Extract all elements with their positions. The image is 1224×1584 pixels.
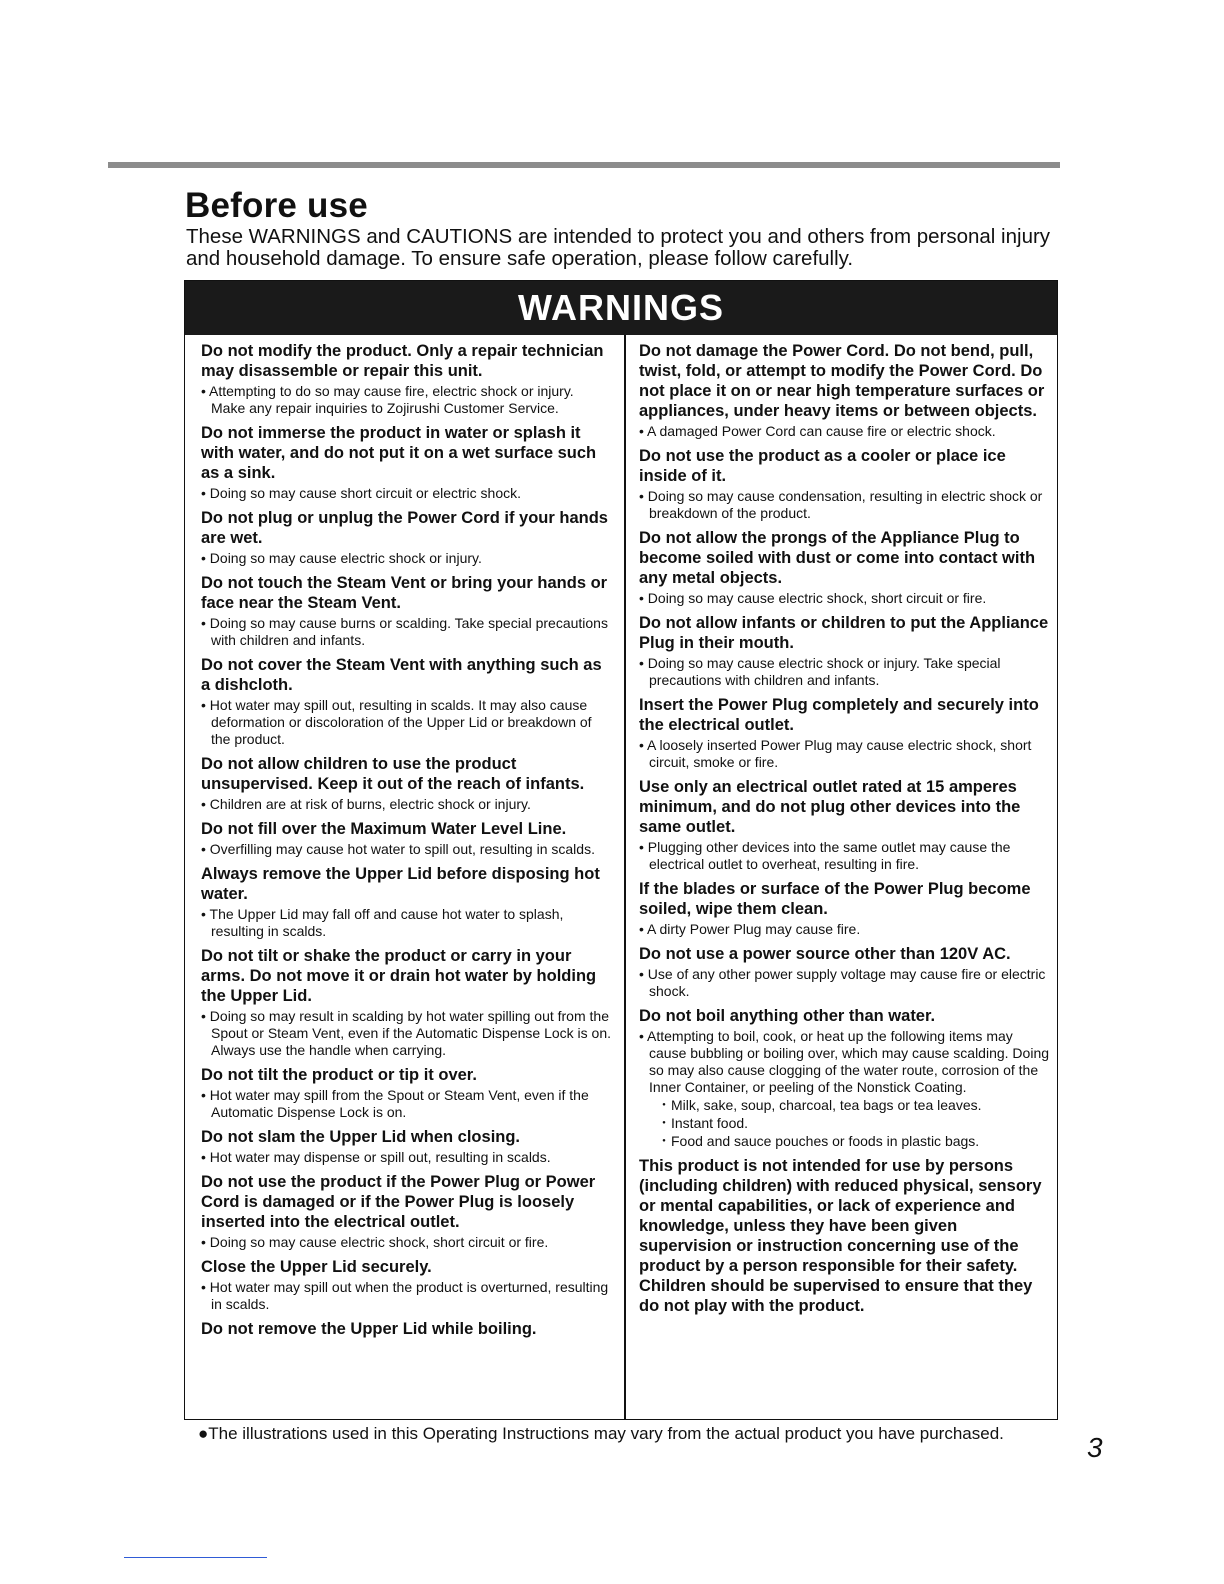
warning-heading: Do not tilt or shake the product or carry in your arms. Do not move it or drain hot water by holding the Upper Lid. [201, 947, 597, 1005]
warning-bullet: • Doing so may cause electric shock or injury. Take special precautions with children and infants. [639, 655, 1001, 688]
warning-bullet: • Use of any other power supply voltage may cause fire or electric shock. [639, 966, 1046, 999]
warning-item [639, 1006, 1049, 1150]
warning-subitem: ・Milk, sake, soup, charcoal, tea bags or tea leaves. [657, 1097, 982, 1113]
warning-heading: Do not fill over the Maximum Water Level Line. [201, 820, 567, 838]
warning-heading: Do not tilt the product or tip it over. [201, 1066, 477, 1084]
warning-item [201, 1257, 611, 1313]
warning-bullet: • Children are at risk of burns, electric shock or injury. [201, 796, 531, 812]
warning-item [201, 946, 611, 1059]
warning-bullet: • Doing so may cause electric shock, short circuit or fire. [201, 1234, 549, 1250]
warning-heading: Do not remove the Upper Lid while boiling. [201, 1320, 537, 1338]
right-column [639, 341, 1049, 1322]
warning-bullet: • Hot water may spill from the Spout or Steam Vent, even if the Automatic Dispense Lock is on. [201, 1087, 589, 1120]
warning-heading: Insert the Power Plug completely and securely into the electrical outlet. [639, 696, 1039, 734]
warning-heading: Do not use a power source other than 120V AC. [639, 945, 1011, 963]
warning-bullet: • Attempting to boil, cook, or heat up the following items may cause bubbling or boiling over, which may cause scalding. Doing so may also cause clogging of the water route, corrosion of the Inner Container, or peeling of the Nonstick Coating. [639, 1028, 1050, 1095]
warning-heading: Do not damage the Power Cord. Do not bend, pull, twist, fold, or attempt to modify the Power Cord. Do not place it on or near high temperature surfaces or appliances, under heavy items or between objects. [639, 342, 1045, 420]
warning-subitem: ・Food and sauce pouches or foods in plastic bags. [657, 1133, 980, 1149]
intro-text: These WARNINGS and CAUTIONS are intended to protect you and others from personal injury and household damage. To ensure safe operation, please follow carefully. [186, 225, 1051, 270]
warning-heading: Do not touch the Steam Vent or bring your hands or face near the Steam Vent. [201, 574, 608, 612]
warning-item [201, 1172, 611, 1251]
bottom-line [124, 1557, 267, 1558]
warnings-header: WARNINGS [185, 281, 1057, 335]
column-divider [624, 335, 626, 1419]
warning-item [639, 695, 1049, 771]
warning-item [639, 879, 1049, 938]
warning-item [201, 508, 611, 567]
footnote: ●The illustrations used in this Operating Instructions may vary from the actual product you have purchased. [198, 1424, 1004, 1443]
warning-heading: If the blades or surface of the Power Plug become soiled, wipe them clean. [639, 880, 1031, 918]
warning-heading: Do not immerse the product in water or splash it with water, and do not put it on a wet surface such as a sink. [201, 424, 597, 482]
warning-item [639, 613, 1049, 689]
warning-bullet: • Attempting to do so may cause fire, electric shock or injury. Make any repair inquiries to Zojirushi Customer Service. [201, 383, 574, 416]
warning-item [201, 864, 611, 940]
warning-bullet: • Doing so may cause burns or scalding. Take special precautions with children and infants. [201, 615, 608, 648]
warning-item [639, 1156, 1049, 1316]
warning-bullet: • Doing so may cause condensation, resulting in electric shock or breakdown of the product. [639, 488, 1043, 521]
warning-item [201, 423, 611, 502]
warning-heading: Do not boil anything other than water. [639, 1007, 936, 1025]
warning-heading: Do not cover the Steam Vent with anything such as a dishcloth. [201, 656, 602, 694]
warning-item [201, 1065, 611, 1121]
warning-heading: Do not slam the Upper Lid when closing. [201, 1128, 521, 1146]
warning-item [639, 777, 1049, 873]
warning-heading: Do not use the product if the Power Plug or Power Cord is damaged or if the Power Plug is loosely inserted into the electrical outlet. [201, 1173, 596, 1231]
warning-heading: Do not allow the prongs of the Appliance Plug to become soiled with dust or come into contact with any metal objects. [639, 529, 1036, 587]
warning-bullet: • Hot water may dispense or spill out, resulting in scalds. [201, 1149, 551, 1165]
warning-bullet: • Doing so may cause electric shock or injury. [201, 550, 482, 566]
warning-heading: Do not modify the product. Only a repair technician may disassemble or repair this unit. [201, 342, 604, 380]
warning-item [201, 819, 611, 858]
warning-heading: Use only an electrical outlet rated at 15 amperes minimum, and do not plug other devices into the same outlet. [639, 778, 1021, 836]
warning-heading: Do not plug or unplug the Power Cord if your hands are wet. [201, 509, 608, 547]
warning-bullet: • Doing so may result in scalding by hot water spilling out from the Spout or Steam Vent, even if the Automatic Dispense Lock is on. Always use the handle when carrying. [201, 1008, 612, 1058]
warning-item [639, 528, 1049, 607]
warning-item [201, 1127, 611, 1166]
page-number: 3 [1087, 1432, 1103, 1463]
warning-item [639, 341, 1049, 440]
warning-item [639, 446, 1049, 522]
warning-heading: Do not allow infants or children to put the Appliance Plug in their mouth. [639, 614, 1049, 652]
top-rule [108, 162, 1060, 168]
warning-item [201, 754, 611, 813]
warning-item [201, 1319, 611, 1339]
warning-heading: This product is not intended for use by persons (including children) with reduced physical, sensory or mental capabilities, or lack of experience and knowledge, unless they have been given supervision or instruction concerning use of the product by a person responsible for their safety. Children should be supervised to ensure that they do not play with the product. [639, 1157, 1042, 1315]
warning-item [201, 655, 611, 748]
warning-bullet: • Hot water may spill out, resulting in scalds. It may also cause deformation or discoloration of the Upper Lid or breakdown of the product. [201, 697, 592, 747]
warning-item [639, 944, 1049, 1000]
warning-item [201, 573, 611, 649]
warning-bullet: • Overfilling may cause hot water to spill out, resulting in scalds. [201, 841, 595, 857]
page-title: Before use [185, 186, 368, 225]
warning-bullet: • A loosely inserted Power Plug may cause electric shock, short circuit, smoke or fire. [639, 737, 1032, 770]
warning-bullet: • A dirty Power Plug may cause fire. [639, 921, 861, 937]
warning-bullet: • Doing so may cause electric shock, short circuit or fire. [639, 590, 987, 606]
warning-bullet: • Doing so may cause short circuit or electric shock. [201, 485, 522, 501]
warning-heading: Close the Upper Lid securely. [201, 1258, 432, 1276]
warnings-box [184, 280, 1058, 1420]
warning-bullet: • The Upper Lid may fall off and cause hot water to splash, resulting in scalds. [201, 906, 564, 939]
warning-heading: Always remove the Upper Lid before disposing hot water. [201, 865, 600, 903]
warning-subitem: ・Instant food. [657, 1115, 749, 1131]
warning-bullet: • Plugging other devices into the same outlet may cause the electrical outlet to overheat, resulting in fire. [639, 839, 1011, 872]
warning-heading: Do not use the product as a cooler or place ice inside of it. [639, 447, 1006, 485]
warning-heading: Do not allow children to use the product unsupervised. Keep it out of the reach of infants. [201, 755, 585, 793]
warning-item [201, 341, 611, 417]
warning-bullet: • A damaged Power Cord can cause fire or electric shock. [639, 423, 996, 439]
left-column [201, 341, 611, 1345]
warning-bullet: • Hot water may spill out when the product is overturned, resulting in scalds. [201, 1279, 609, 1312]
